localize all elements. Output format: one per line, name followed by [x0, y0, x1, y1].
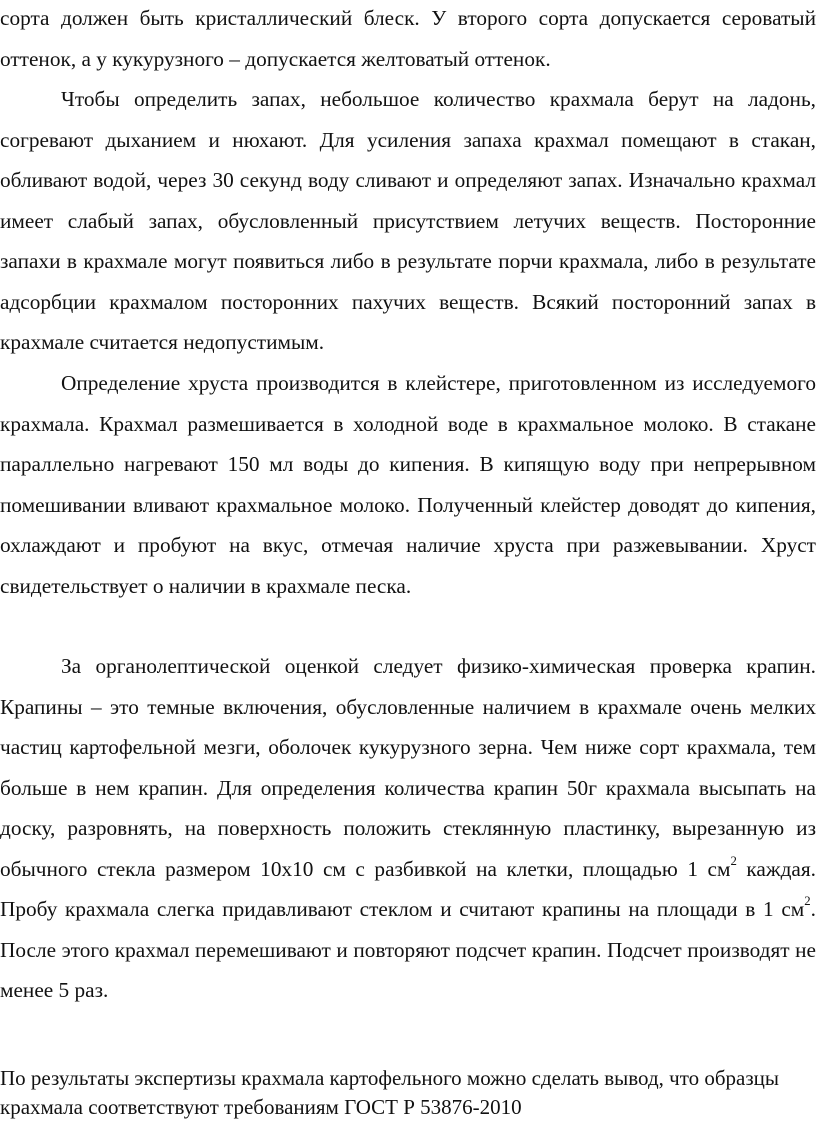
specks-text-part-1: За органолептической оценкой следует физико-химическая проверка крапин. Крапины – это темные включения, обусловленные наличием в крахмале очень мелких частиц картофельной мезги, оболочек кукурузного зерна. Чем ниже сорт крахмала, тем больше в нем крапин. Для определения количества крапин 50г крахмала высыпать на доску, разровнять, на поверхность положить стеклянную пластинку, вырезанную из обычного стекла размером 10х10 см с разбивкой на клетки, площадью 1 см: [0, 654, 816, 881]
paragraph-color-continuation: сорта должен быть кристаллический блеск. У второго сорта допускается сероватый оттенок, а у кукурузного – допускается желтоватый оттенок.: [0, 6, 816, 71]
paragraph-smell-test: Чтобы определить запах, небольшое количество крахмала берут на ладонь, согревают дыханием и нюхают. Для усиления запаха крахмал помещают в стакан, обливают водой, через 30 секунд воду сливают и определяют запах. Изначально крахмал имеет слабый запах, обусловленный присутствием летучих веществ. Посторонние запахи в крахмале могут появиться либо в результате порчи крахмала, либо в результате адсорбции крахмалом посторонних пахучих веществ. Всякий посторонний запах в крахмале считается недопустимым.: [0, 87, 816, 354]
paragraph-specks-test: [0, 646, 816, 1011]
specks-text-part-3: . После этого крахмал перемешивают и повторяют подсчет крапин. Подсчет производят не менее 5 раз.: [0, 897, 816, 1002]
superscript-square-2: 2: [804, 894, 811, 909]
paragraph-conclusion: По результаты экспертизы крахмала картофельного можно сделать вывод, что образцы крахмала соответствуют требованиям ГОСТ Р 53876-2010: [0, 1066, 779, 1119]
superscript-square-1: 2: [730, 853, 737, 868]
paragraph-crunch-test: Определение хруста производится в клейстере, приготовленном из исследуемого крахмала. Крахмал размешивается в холодной воде в крахмальное молоко. В стакане параллельно нагревают 150 мл воды до кипения. В кипящую воду при непрерывном помешивании вливают крахмальное молоко. Полученный клейстер доводят до кипения, охлаждают и пробуют на вкус, отмечая наличие хруста при разжевывании. Хруст свидетельствует о наличии в крахмале песка.: [0, 371, 816, 598]
specks-text-part-2: каждая. Пробу крахмала слегка придавливают стеклом и считают крапины на площади в 1 см: [0, 856, 816, 921]
